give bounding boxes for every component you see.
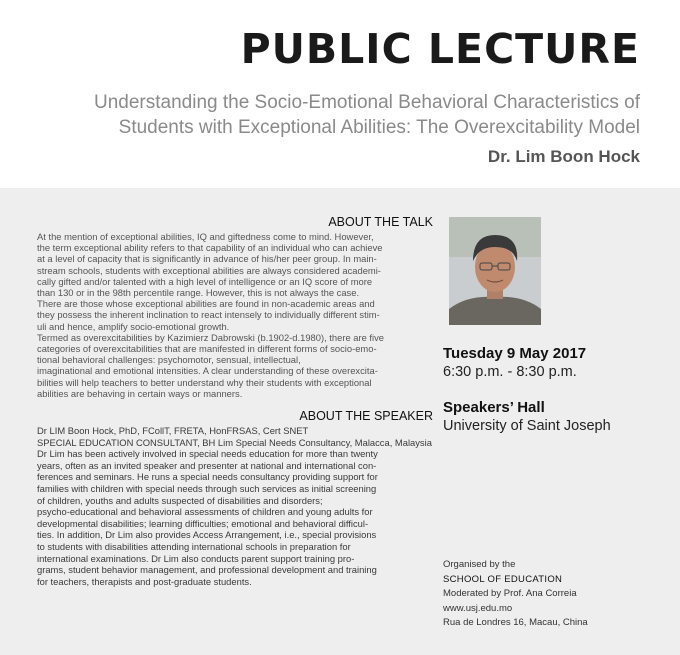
text-line: Dr LIM Boon Hock, PhD, FCollT, FRETA, HonFRSAS, Cert SNET: [37, 425, 309, 437]
text-line: There are those whose exceptional abilities are found in non-academic areas and: [37, 298, 375, 310]
subtitle-line: Understanding the Socio-Emotional Behavioral Characteristics of: [94, 92, 640, 113]
header-section: [0, 0, 680, 188]
event-venue: Speakers’ Hall: [443, 399, 545, 416]
speaker-photo: [449, 217, 541, 325]
left-column: [37, 215, 433, 587]
text-line: than 130 or in the 98th percentile range. However, this is not always the case.: [37, 287, 360, 299]
organiser-info: [443, 558, 663, 631]
lecture-subtitle: [0, 90, 640, 140]
event-location: University of Saint Joseph: [443, 418, 611, 434]
website-link[interactable]: www.usj.edu.mo: [443, 602, 513, 614]
page-title: PUBLIC LECTURE: [240, 25, 640, 73]
text-line: abilities are behaving in certain ways or manners.: [37, 387, 243, 399]
organiser-school: SCHOOL OF EDUCATION: [443, 573, 563, 585]
text-line: developmental disabilities; learning difficulties; emotional and behavioral difficul-: [37, 517, 369, 529]
text-line: to students with disabilities attending international schools in preparation for: [37, 540, 351, 552]
about-speaker-heading: ABOUT THE SPEAKER: [299, 409, 433, 424]
text-line: grams, student behavior management, and professional development and training: [37, 564, 377, 576]
event-time: 6:30 p.m. - 8:30 p.m.: [443, 364, 577, 380]
text-line: of children, youths and adults suspected of disabilities and disorders;: [37, 494, 323, 506]
text-line: bilities will help teachers to better understand why their students with exceptional: [37, 376, 372, 388]
text-line: Termed as overexcitabilities by Kazimierz Dabrowski (b.1902-d.1980), there are five: [37, 331, 385, 343]
text-line: ferences and seminars. He runs a special needs consultancy providing support for: [37, 471, 378, 483]
text-line: Dr Lim has been actively involved in special needs education for more than twenty: [37, 448, 378, 460]
moderator: Moderated by Prof. Ana Correia: [443, 588, 577, 599]
text-line: tional behavioral challenges: psychomotor, sensual, intellectual,: [37, 354, 301, 366]
text-line: they possess the inherent inclination to react intensely to individually different stim-: [37, 309, 380, 321]
event-details: [443, 345, 663, 435]
text-line: categories of overexcitabilities that are manifested in different forms of socio-emo-: [37, 343, 377, 355]
event-date: Tuesday 9 May 2017: [443, 345, 587, 362]
text-line: ties. In addition, Dr Lim also provides Access Arrangement, i.e., special provisions: [37, 529, 377, 541]
about-talk-text: [37, 231, 433, 399]
text-line: at a level of capacity that is significantly in advance of his/her peer group. In main-: [37, 253, 377, 265]
speaker-portrait-image: [449, 217, 541, 325]
text-line: stream schools, students with exceptional abilities are always considered academi-: [37, 264, 381, 276]
text-line: SPECIAL EDUCATION CONSULTANT, BH Lim Special Needs Consultancy, Malacca, Malaysia: [37, 436, 432, 448]
about-speaker-text: [37, 425, 433, 587]
text-line: years, often as an invited speaker and presenter at national and international con-: [37, 459, 377, 471]
text-line: psycho-educational and behavioral assessments of children and young adults for: [37, 506, 373, 518]
text-line: cally gifted and/or talented with a high level of intelligence or an IQ score of more: [37, 275, 373, 287]
text-line: families with children with special needs through such services as initial screening: [37, 483, 377, 495]
text-line: At the mention of exceptional abilities, IQ and giftedness come to mind. However,: [37, 231, 374, 242]
lecturer-name: Dr. Lim Boon Hock: [487, 147, 640, 166]
text-line: the term exceptional ability refers to that capability of an individual who can achieve: [37, 242, 383, 254]
organiser-intro: Organised by the: [443, 559, 516, 570]
address: Rua de Londres 16, Macau, China: [443, 617, 588, 628]
subtitle-line: Students with Exceptional Abilities: The Overexcitability Model: [118, 117, 640, 138]
text-line: for teachers, therapists and post-graduate students.: [37, 575, 252, 587]
text-line: uli and hence, amplify socio-emotional growth.: [37, 320, 230, 332]
text-line: imaginational and emotional intensities. A clear understanding of these overexcita-: [37, 365, 378, 377]
about-talk-heading: ABOUT THE TALK: [328, 215, 433, 229]
text-line: international examinations. Dr Lim also conducts parent support training pro-: [37, 552, 355, 564]
